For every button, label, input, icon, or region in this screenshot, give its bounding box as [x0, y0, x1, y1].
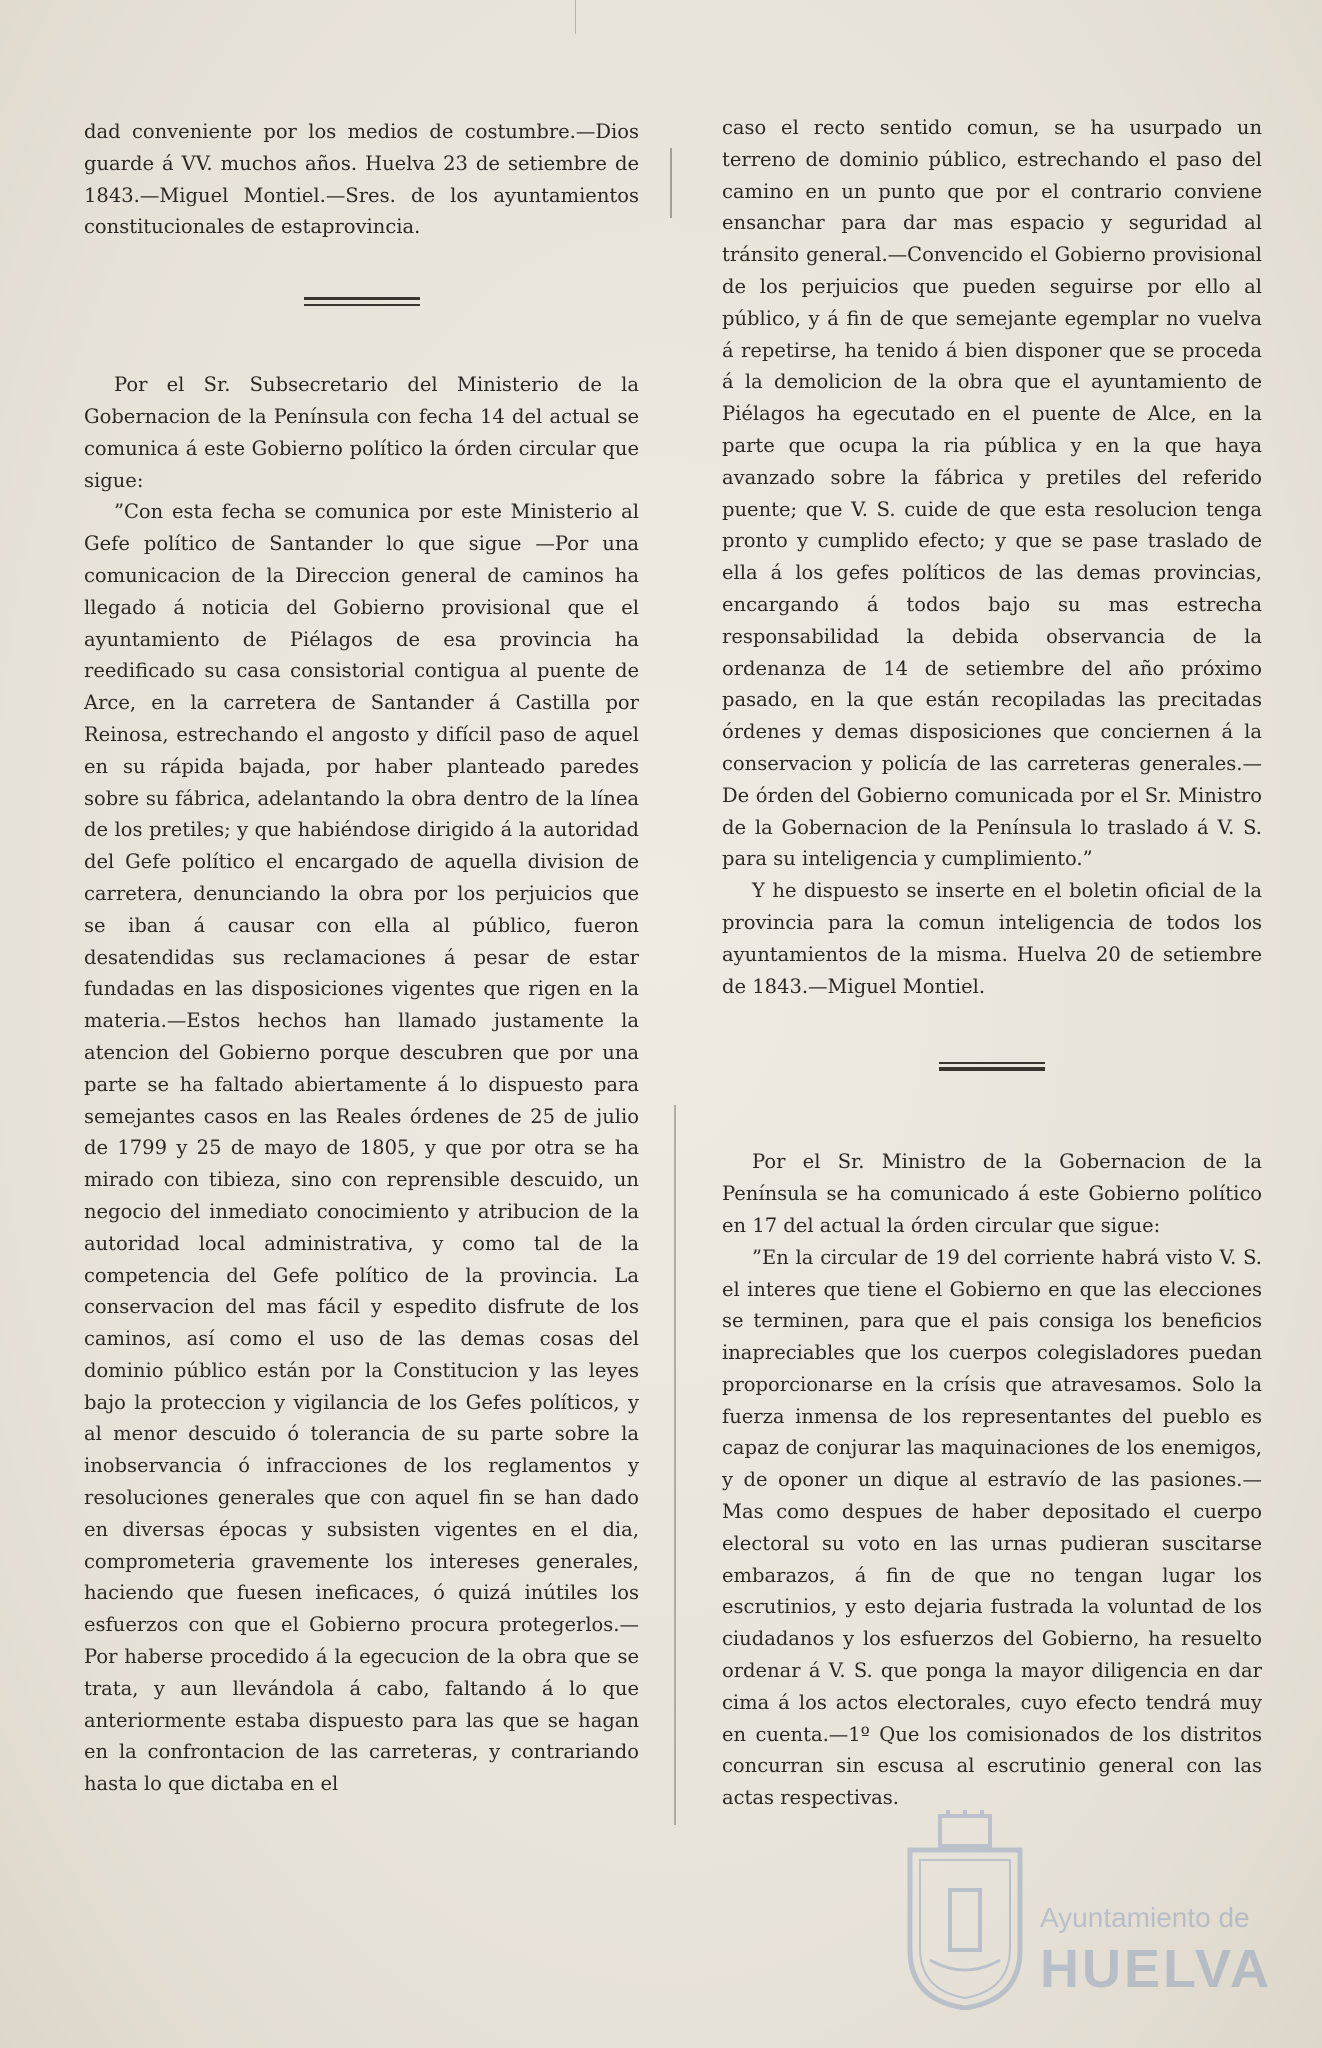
column-divider-top [670, 148, 672, 218]
page-fold-mark [575, 0, 576, 34]
coat-of-arms-icon [900, 1810, 1030, 2010]
watermark-line-2: HUELVA [1040, 1939, 1272, 1999]
right-column [722, 112, 1262, 1814]
left-paragraph-1: dad conveniente por los medios de costumbre.—Dios guarde á VV. muchos años. Huelva 23 de setiembre de 1843.—Miguel Montiel.—Sres. de los ayuntamientos constitucionales de estaprovincia. [84, 120, 639, 239]
right-paragraph-4: ”En la circular de 19 del corriente habrá visto V. S. el interes que tiene el Gobierno en que las elecciones se terminen, para que el pais consiga los beneficios inapreciables que los cuerpos colegisladores puedan proporcionarse en la crísis que atravesamos. Solo la fuerza inmensa de los representantes del pueblo es capaz de conjurar las maquinaciones de los enemigos, y de oponer un dique al estravío de las pasiones.—Mas como despues de haber depositado el cuerpo electoral su voto en las urnas pudieran suscitarse embarazos, á fin de que no tengan lugar los escrutinios, y esto dejaria fustrada la voluntad de los ciudadanos y los esfuerzos del Gobierno, ha resuelto ordenar á V. S. que ponga la mayor diligencia en dar cima á los actos electorales, cuyo efecto tendrá muy en cuenta.—1º Que los comisionados de los distritos concurran sin escusa al escrutinio general con las actas respectivas. [722, 1245, 1262, 1810]
watermark [900, 1810, 1272, 2025]
column-divider [674, 1105, 676, 1825]
left-paragraph-3: ”Con esta fecha se comunica por este Ministerio al Gefe político de Santander lo que sigue —Por una comunicacion de la Direccion general de caminos ha llegado á noticia del Gobierno provisional que el ayuntamiento de Piélagos de esa provincia ha reedificado su casa consistorial contigua al puente de Arce, en la carretera de Santander á Castilla por Reinosa, estrechando el angosto y difícil paso de aquel en su rápida bajada, por haber planteado paredes sobre su fábrica, adelantando la obra dentro de la línea de los pretiles; y que habiéndose dirigido á la autoridad del Gefe político el encargado de aquella division de carretera, denunciando la obra por los perjuicios que se iban á causar con ella al público, fueron desatendidas sus reclamaciones á pesar de estar fundadas en las disposiciones vigentes que rigen en la materia.—Estos hechos han llamado justamente la atencion del Gobierno porque descubren que por una parte se ha faltado abiertamente á lo dispuesto para semejantes casos en las Reales órdenes de 25 de julio de 1799 y 25 de mayo de 1805, y que por otra se ha mirado con tibieza, sino con reprensible descuido, un negocio del inmediato conocimiento y atribucion de la autoridad local administrativa, y como tal de la competencia del Gefe político de la provincia. La conservacion del mas fácil y espedito disfrute de los caminos, así como el uso de las demas cosas del dominio público están por la Constitucion y las leyes bajo la proteccion y vigilancia de los Gefes políticos, y al menor descuido ó tolerancia de su parte sobre la inobservancia ó infracciones de los reglamentos y resoluciones generales que con aquel fin se han dado en diversas épocas y subsisten vigentes en el dia, comprometeria gravemente los intereses generales, haciendo que fuesen ineficaces, ó quizá inútiles los esfuerzos con que el Gobierno procura protegerlos.—Por haberse procedido á la egecucion de la obra que se trata, y aun llevándola á cabo, faltando á lo que anteriormente estaba dispuesto para las que se hagan en la confrontacion de las carreteras, y contrariando hasta lo que dictaba en el [84, 500, 639, 1796]
left-column [84, 116, 639, 1800]
watermark-line-1: Ayuntamiento de [1040, 1902, 1250, 1933]
section-separator [302, 295, 422, 309]
right-paragraph-2: Y he dispuesto se inserte en el boletin oficial de la provincia para la comun inteligencia de todos los ayuntamientos de la misma. Huelva 20 de setiembre de 1843.—Miguel Montiel. [722, 879, 1262, 998]
section-separator [937, 1060, 1047, 1074]
left-paragraph-2: Por el Sr. Subsecretario del Ministerio de la Gobernacion de la Península con fecha 14 del actual se comunica á este Gobierno político la órden circular que sigue: [84, 373, 639, 492]
right-paragraph-3: Por el Sr. Ministro de la Gobernacion de la Península se ha comunicado á este Gobierno político en 17 del actual la órden circular que sigue: [722, 1150, 1262, 1237]
right-paragraph-1: caso el recto sentido comun, se ha usurpado un terreno de dominio público, estrechando el paso del camino en un punto que por el contrario conviene ensanchar para dar mas espacio y seguridad al tránsito general.—Convencido el Gobierno provisional de los perjuicios que pueden seguirse por ello al público, y á fin de que semejante egemplar no vuelva á repetirse, ha tenido á bien disponer que se proceda á la demolicion de la obra que el ayuntamiento de Piélagos ha egecutado en el puente de Alce, en la parte que ocupa la ria pública y en la que haya avanzado sobre la fábrica y pretiles del referido puente; que V. S. cuide de que esta resolucion tenga pronto y cumplido efecto; y que se pase traslado de ella á los gefes políticos de las demas provincias, encargando á todos bajo su mas estrecha responsabilidad la debida observancia de la ordenanza de 14 de setiembre del año próximo pasado, en la que están recopiladas las precitadas órdenes y demas disposiciones que conciernen á la conservacion y policía de las carreteras generales.—De órden del Gobierno comunicada por el Sr. Ministro de la Gobernacion de la Península lo traslado á V. S. para su inteligencia y cumplimiento.” [722, 116, 1262, 871]
